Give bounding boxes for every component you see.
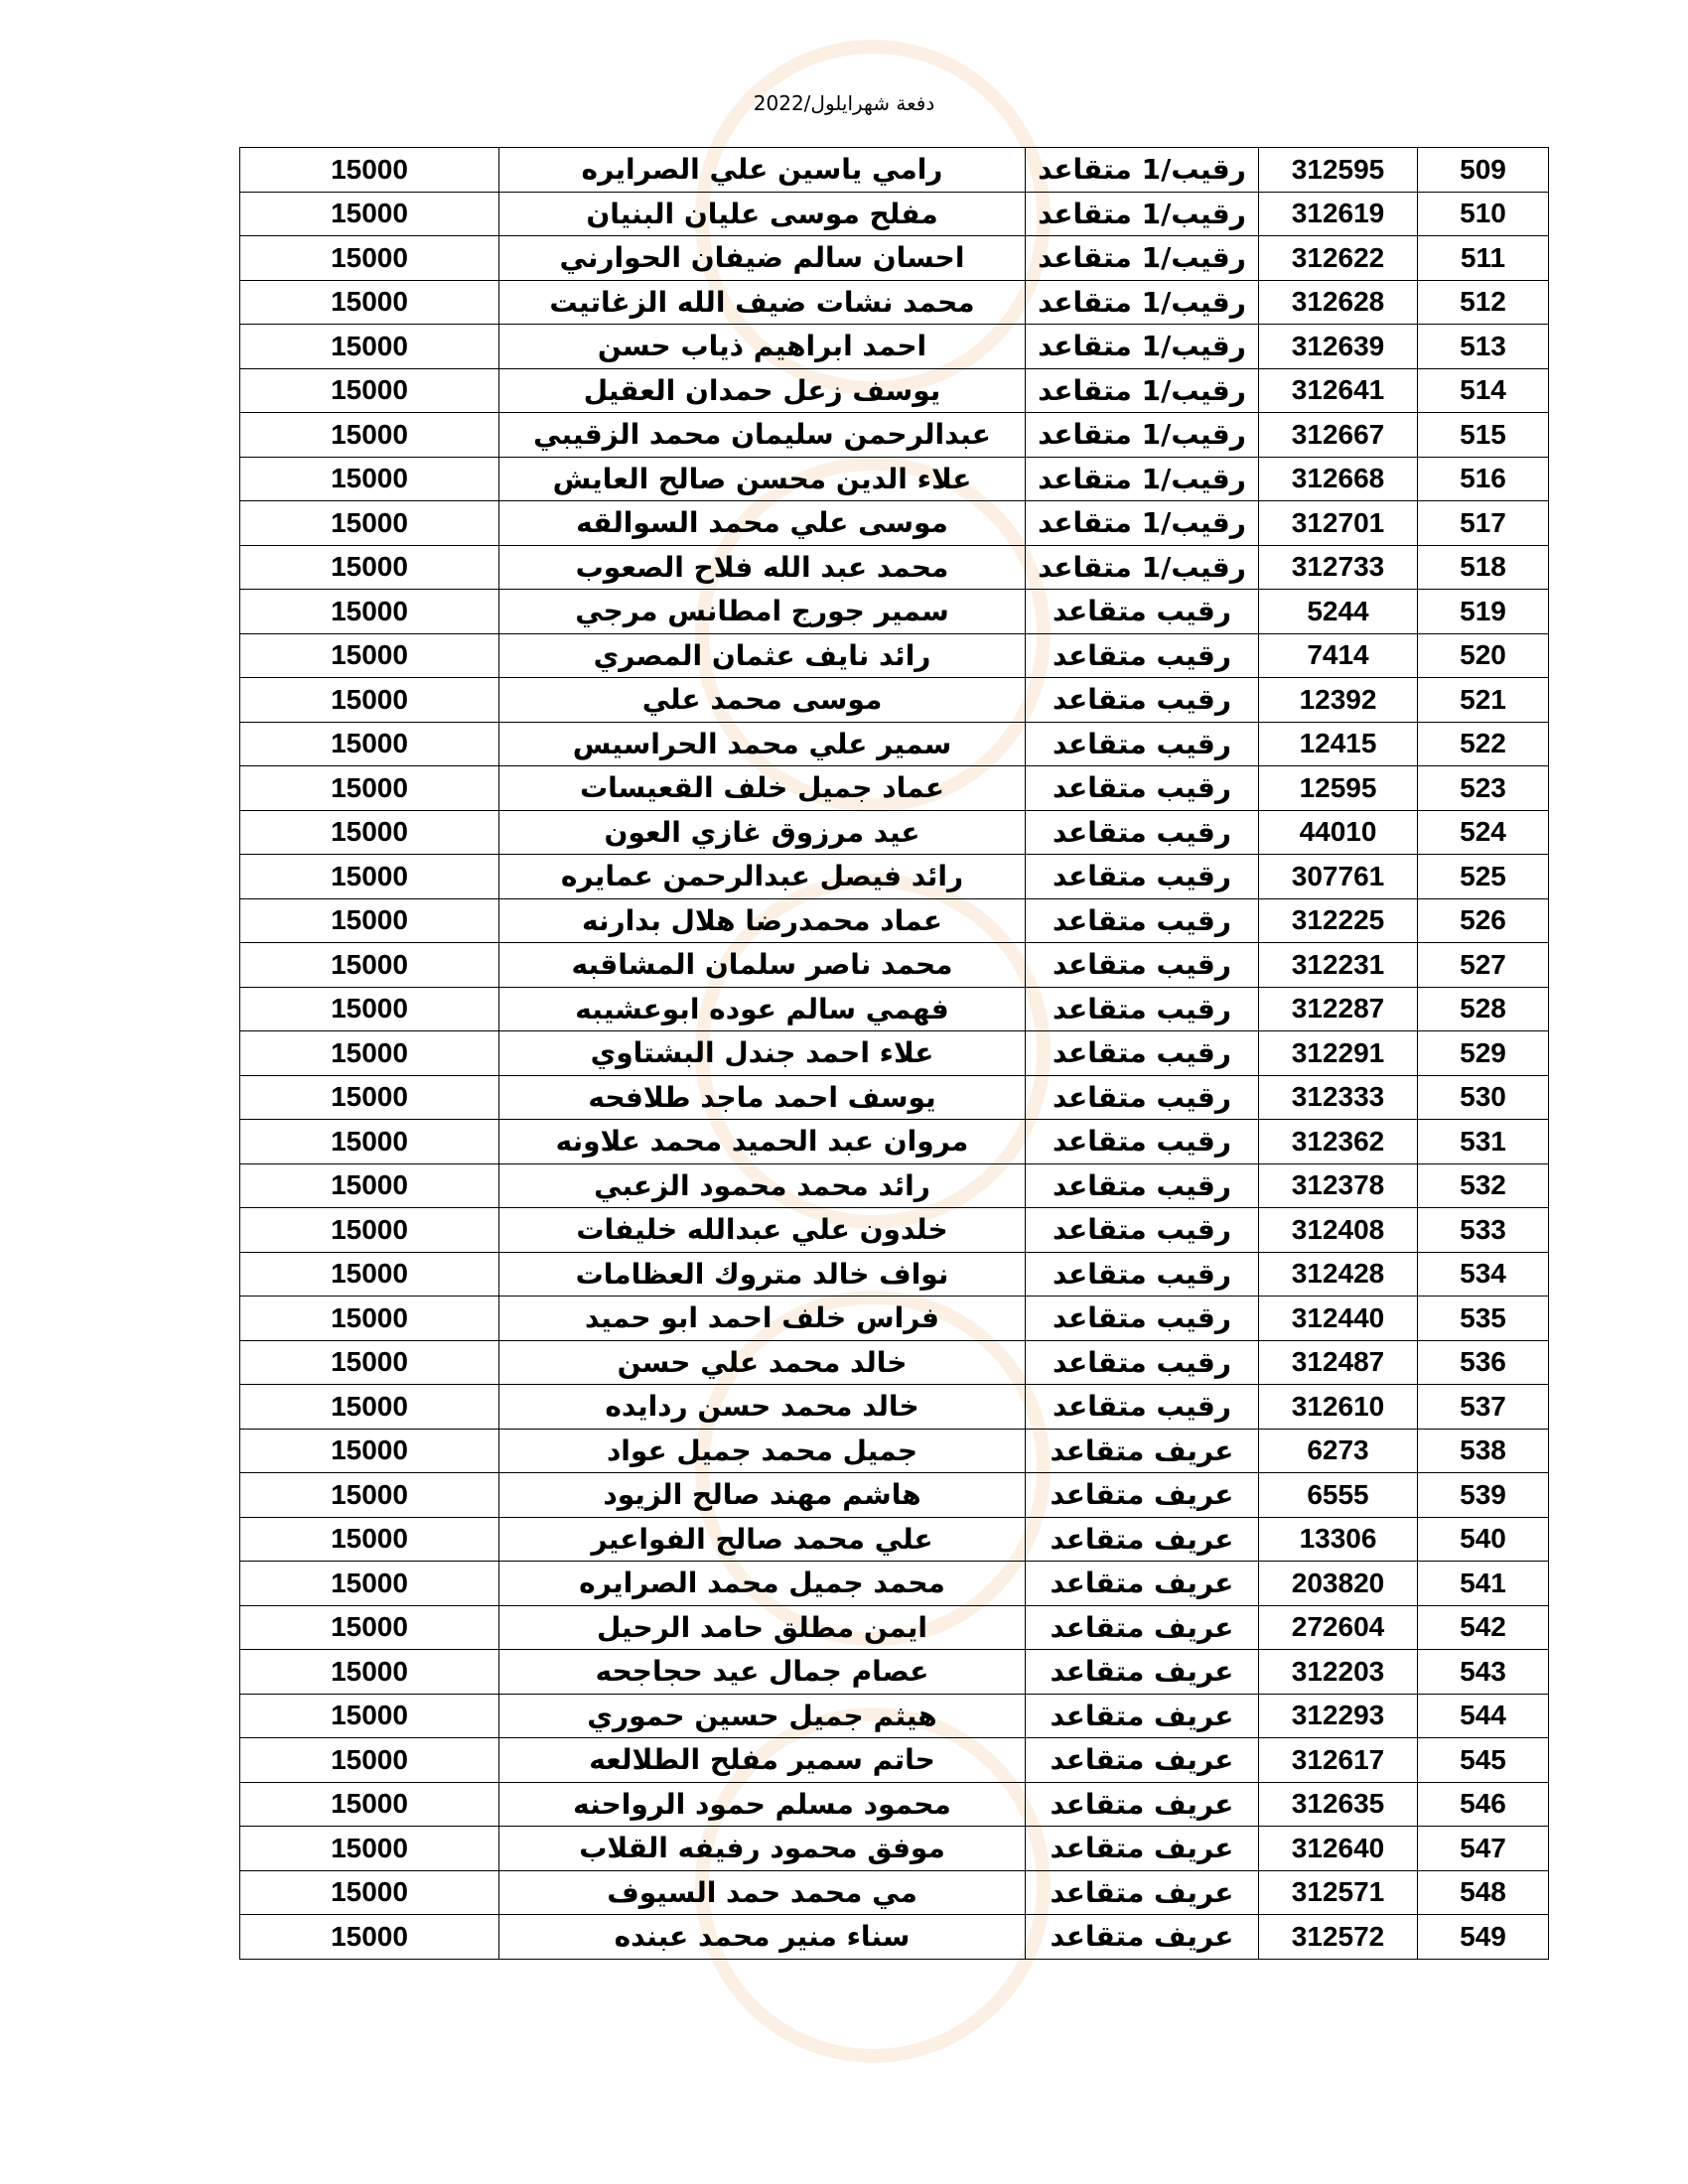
name-cell: رائد فيصل عبدالرحمن عمايره	[499, 855, 1026, 899]
table-row	[240, 1340, 1549, 1385]
amount-cell: 15000	[240, 1208, 499, 1253]
serial-number-cell: 532	[1418, 1163, 1549, 1208]
name-cell: عيد مرزوق غازي العون	[499, 810, 1026, 855]
serial-number-cell: 531	[1418, 1120, 1549, 1164]
rank-cell: عريف متقاعد	[1026, 1650, 1259, 1695]
amount-cell: 15000	[240, 413, 499, 458]
amount-cell: 15000	[240, 1827, 499, 1871]
rank-cell: عريف متقاعد	[1026, 1738, 1259, 1783]
military-number-cell: 312641	[1259, 368, 1418, 413]
name-cell: موسى محمد علي	[499, 678, 1026, 723]
amount-cell: 15000	[240, 1738, 499, 1783]
rank-cell: عريف متقاعد	[1026, 1915, 1259, 1960]
amount-cell: 15000	[240, 1163, 499, 1208]
rank-cell: رقيب/1 متقاعد	[1026, 545, 1259, 590]
table-row	[240, 1208, 1549, 1253]
rank-cell: رقيب متقاعد	[1026, 590, 1259, 634]
table-row	[240, 1870, 1549, 1915]
name-cell: حاتم سمير مفلح الطلالعه	[499, 1738, 1026, 1783]
amount-cell: 15000	[240, 236, 499, 281]
military-number-cell: 312362	[1259, 1120, 1418, 1164]
name-cell: موسى علي محمد السوالقه	[499, 501, 1026, 546]
amount-cell: 15000	[240, 1429, 499, 1473]
name-cell: عماد محمدرضا هلال بدارنه	[499, 898, 1026, 943]
rank-cell: رقيب متقاعد	[1026, 766, 1259, 811]
name-cell: محمد ناصر سلمان المشاقبه	[499, 943, 1026, 988]
table-row	[240, 1252, 1549, 1297]
name-cell: موفق محمود رفيفه القلاب	[499, 1827, 1026, 1871]
serial-number-cell: 529	[1418, 1031, 1549, 1076]
serial-number-cell: 530	[1418, 1075, 1549, 1120]
table-row	[240, 1120, 1549, 1164]
amount-cell: 15000	[240, 898, 499, 943]
military-number-cell: 312293	[1259, 1694, 1418, 1738]
serial-number-cell: 549	[1418, 1915, 1549, 1960]
name-cell: خلدون علي عبدالله خليفات	[499, 1208, 1026, 1253]
table-row	[240, 501, 1549, 546]
rank-cell: رقيب متقاعد	[1026, 1297, 1259, 1341]
military-number-cell: 5244	[1259, 590, 1418, 634]
serial-number-cell: 528	[1418, 987, 1549, 1031]
table-row	[240, 898, 1549, 943]
table-row	[240, 855, 1549, 899]
name-cell: احسان سالم ضيفان الحوارني	[499, 236, 1026, 281]
military-number-cell: 312619	[1259, 192, 1418, 236]
serial-number-cell: 536	[1418, 1340, 1549, 1385]
military-number-cell: 307761	[1259, 855, 1418, 899]
military-number-cell: 203820	[1259, 1562, 1418, 1606]
military-number-cell: 312639	[1259, 325, 1418, 369]
serial-number-cell: 510	[1418, 192, 1549, 236]
table-row	[240, 678, 1549, 723]
name-cell: محمد نشات ضيف الله الزغاتيت	[499, 280, 1026, 325]
serial-number-cell: 534	[1418, 1252, 1549, 1297]
military-number-cell: 312487	[1259, 1340, 1418, 1385]
serial-number-cell: 537	[1418, 1385, 1549, 1430]
military-number-cell: 312640	[1259, 1827, 1418, 1871]
military-number-cell: 272604	[1259, 1605, 1418, 1650]
name-cell: عبدالرحمن سليمان محمد الزقيبي	[499, 413, 1026, 458]
rank-cell: رقيب متقاعد	[1026, 1252, 1259, 1297]
amount-cell: 15000	[240, 1562, 499, 1606]
name-cell: سناء منير محمد عبنده	[499, 1915, 1026, 1960]
table-row	[240, 457, 1549, 501]
table-row	[240, 1517, 1549, 1562]
rank-cell: رقيب متقاعد	[1026, 678, 1259, 723]
amount-cell: 15000	[240, 590, 499, 634]
amount-cell: 15000	[240, 1385, 499, 1430]
military-number-cell: 312378	[1259, 1163, 1418, 1208]
amount-cell: 15000	[240, 280, 499, 325]
rank-cell: رقيب متقاعد	[1026, 898, 1259, 943]
amount-cell: 15000	[240, 1650, 499, 1695]
amount-cell: 15000	[240, 325, 499, 369]
name-cell: مي محمد حمد السيوف	[499, 1870, 1026, 1915]
rank-cell: عريف متقاعد	[1026, 1694, 1259, 1738]
name-cell: فهمي سالم عوده ابوعشيبه	[499, 987, 1026, 1031]
amount-cell: 15000	[240, 1694, 499, 1738]
rank-cell: عريف متقاعد	[1026, 1473, 1259, 1518]
table-row	[240, 1385, 1549, 1430]
serial-number-cell: 517	[1418, 501, 1549, 546]
serial-number-cell: 515	[1418, 413, 1549, 458]
military-number-cell: 312668	[1259, 457, 1418, 501]
name-cell: عصام جمال عيد حجاجحه	[499, 1650, 1026, 1695]
amount-cell: 15000	[240, 545, 499, 590]
rank-cell: رقيب/1 متقاعد	[1026, 501, 1259, 546]
military-number-cell: 12595	[1259, 766, 1418, 811]
name-cell: محمد جميل محمد الصرايره	[499, 1562, 1026, 1606]
military-number-cell: 312408	[1259, 1208, 1418, 1253]
rank-cell: رقيب متقاعد	[1026, 633, 1259, 678]
table-row	[240, 1429, 1549, 1473]
military-number-cell: 312571	[1259, 1870, 1418, 1915]
table-row	[240, 1694, 1549, 1738]
table-body	[240, 148, 1549, 1960]
name-cell: علاء الدين محسن صالح العايش	[499, 457, 1026, 501]
table-row	[240, 413, 1549, 458]
amount-cell: 15000	[240, 1782, 499, 1827]
name-cell: رائد محمد محمود الزعبي	[499, 1163, 1026, 1208]
rank-cell: رقيب متقاعد	[1026, 1385, 1259, 1430]
table-row	[240, 1605, 1549, 1650]
name-cell: فراس خلف احمد ابو حميد	[499, 1297, 1026, 1341]
serial-number-cell: 543	[1418, 1650, 1549, 1695]
amount-cell: 15000	[240, 501, 499, 546]
rank-cell: عريف متقاعد	[1026, 1782, 1259, 1827]
serial-number-cell: 527	[1418, 943, 1549, 988]
table-row	[240, 1827, 1549, 1871]
table-row	[240, 148, 1549, 193]
name-cell: خالد محمد حسن ردايده	[499, 1385, 1026, 1430]
table-row	[240, 368, 1549, 413]
amount-cell: 15000	[240, 1297, 499, 1341]
serial-number-cell: 539	[1418, 1473, 1549, 1518]
rank-cell: رقيب متقاعد	[1026, 722, 1259, 766]
name-cell: رائد نايف عثمان المصري	[499, 633, 1026, 678]
rank-cell: رقيب متقاعد	[1026, 810, 1259, 855]
amount-cell: 15000	[240, 678, 499, 723]
serial-number-cell: 545	[1418, 1738, 1549, 1783]
rank-cell: رقيب متقاعد	[1026, 1120, 1259, 1164]
military-number-cell: 312667	[1259, 413, 1418, 458]
rank-cell: رقيب/1 متقاعد	[1026, 280, 1259, 325]
table-row	[240, 1782, 1549, 1827]
serial-number-cell: 524	[1418, 810, 1549, 855]
amount-cell: 15000	[240, 1340, 499, 1385]
serial-number-cell: 521	[1418, 678, 1549, 723]
serial-number-cell: 538	[1418, 1429, 1549, 1473]
rank-cell: رقيب/1 متقاعد	[1026, 236, 1259, 281]
rank-cell: رقيب متقاعد	[1026, 1340, 1259, 1385]
serial-number-cell: 514	[1418, 368, 1549, 413]
table-row	[240, 766, 1549, 811]
serial-number-cell: 520	[1418, 633, 1549, 678]
amount-cell: 15000	[240, 457, 499, 501]
name-cell: هيثم جميل حسين حموري	[499, 1694, 1026, 1738]
rank-cell: رقيب/1 متقاعد	[1026, 457, 1259, 501]
name-cell: رامي ياسين علي الصرايره	[499, 148, 1026, 193]
table-row	[240, 1297, 1549, 1341]
table-row	[240, 633, 1549, 678]
military-number-cell: 312333	[1259, 1075, 1418, 1120]
name-cell: مروان عبد الحميد محمد علاونه	[499, 1120, 1026, 1164]
amount-cell: 15000	[240, 368, 499, 413]
military-number-cell: 312701	[1259, 501, 1418, 546]
table-row	[240, 722, 1549, 766]
name-cell: احمد ابراهيم ذياب حسن	[499, 325, 1026, 369]
amount-cell: 15000	[240, 148, 499, 193]
serial-number-cell: 523	[1418, 766, 1549, 811]
serial-number-cell: 518	[1418, 545, 1549, 590]
military-number-cell: 312572	[1259, 1915, 1418, 1960]
serial-number-cell: 509	[1418, 148, 1549, 193]
name-cell: خالد محمد علي حسن	[499, 1340, 1026, 1385]
name-cell: علي محمد صالح الفواعير	[499, 1517, 1026, 1562]
military-number-cell: 44010	[1259, 810, 1418, 855]
table-row	[240, 1915, 1549, 1960]
name-cell: نواف خالد متروك العظامات	[499, 1252, 1026, 1297]
rank-cell: رقيب متقاعد	[1026, 1163, 1259, 1208]
serial-number-cell: 511	[1418, 236, 1549, 281]
amount-cell: 15000	[240, 1870, 499, 1915]
military-number-cell: 312203	[1259, 1650, 1418, 1695]
table-row	[240, 1562, 1549, 1606]
serial-number-cell: 519	[1418, 590, 1549, 634]
amount-cell: 15000	[240, 722, 499, 766]
name-cell: سمير علي محمد الحراسيس	[499, 722, 1026, 766]
amount-cell: 15000	[240, 810, 499, 855]
rank-cell: رقيب متقاعد	[1026, 855, 1259, 899]
military-number-cell: 312225	[1259, 898, 1418, 943]
table-row	[240, 192, 1549, 236]
military-number-cell: 312628	[1259, 280, 1418, 325]
name-cell: هاشم مهند صالح الزيود	[499, 1473, 1026, 1518]
table-row	[240, 1031, 1549, 1076]
military-number-cell: 312595	[1259, 148, 1418, 193]
name-cell: محمد عبد الله فلاح الصعوب	[499, 545, 1026, 590]
amount-cell: 15000	[240, 943, 499, 988]
amount-cell: 15000	[240, 1252, 499, 1297]
table-row	[240, 987, 1549, 1031]
name-cell: مفلح موسى عليان البنيان	[499, 192, 1026, 236]
rank-cell: عريف متقاعد	[1026, 1517, 1259, 1562]
rank-cell: رقيب/1 متقاعد	[1026, 368, 1259, 413]
table-row	[240, 590, 1549, 634]
rank-cell: رقيب/1 متقاعد	[1026, 325, 1259, 369]
serial-number-cell: 533	[1418, 1208, 1549, 1253]
serial-number-cell: 512	[1418, 280, 1549, 325]
rank-cell: رقيب متقاعد	[1026, 1208, 1259, 1253]
serial-number-cell: 526	[1418, 898, 1549, 943]
military-number-cell: 312291	[1259, 1031, 1418, 1076]
name-cell: محمود مسلم حمود الرواحنه	[499, 1782, 1026, 1827]
rank-cell: رقيب/1 متقاعد	[1026, 148, 1259, 193]
military-number-cell: 13306	[1259, 1517, 1418, 1562]
military-number-cell: 312610	[1259, 1385, 1418, 1430]
table-row	[240, 545, 1549, 590]
serial-number-cell: 546	[1418, 1782, 1549, 1827]
table-row	[240, 1738, 1549, 1783]
serial-number-cell: 548	[1418, 1870, 1549, 1915]
amount-cell: 15000	[240, 1075, 499, 1120]
name-cell: عماد جميل خلف القعيسات	[499, 766, 1026, 811]
name-cell: سمير جورج امطانس مرجي	[499, 590, 1026, 634]
name-cell: جميل محمد جميل عواد	[499, 1429, 1026, 1473]
rank-cell: رقيب/1 متقاعد	[1026, 413, 1259, 458]
name-cell: يوسف احمد ماجد طلافحه	[499, 1075, 1026, 1120]
military-number-cell: 312440	[1259, 1297, 1418, 1341]
amount-cell: 15000	[240, 987, 499, 1031]
military-number-cell: 7414	[1259, 633, 1418, 678]
military-number-cell: 312231	[1259, 943, 1418, 988]
serial-number-cell: 535	[1418, 1297, 1549, 1341]
serial-number-cell: 540	[1418, 1517, 1549, 1562]
amount-cell: 15000	[240, 192, 499, 236]
serial-number-cell: 525	[1418, 855, 1549, 899]
amount-cell: 15000	[240, 1031, 499, 1076]
serial-number-cell: 541	[1418, 1562, 1549, 1606]
table-row	[240, 1163, 1549, 1208]
serial-number-cell: 522	[1418, 722, 1549, 766]
serial-number-cell: 513	[1418, 325, 1549, 369]
serial-number-cell: 547	[1418, 1827, 1549, 1871]
rank-cell: عريف متقاعد	[1026, 1870, 1259, 1915]
name-cell: يوسف زعل حمدان العقيل	[499, 368, 1026, 413]
rank-cell: عريف متقاعد	[1026, 1605, 1259, 1650]
page-title: دفعة شهرايلول/2022	[753, 91, 935, 115]
rank-cell: رقيب متقاعد	[1026, 987, 1259, 1031]
table-row	[240, 1473, 1549, 1518]
rank-cell: رقيب متقاعد	[1026, 1075, 1259, 1120]
military-number-cell: 312617	[1259, 1738, 1418, 1783]
rank-cell: عريف متقاعد	[1026, 1429, 1259, 1473]
military-number-cell: 312287	[1259, 987, 1418, 1031]
rank-cell: عريف متقاعد	[1026, 1562, 1259, 1606]
military-number-cell: 312428	[1259, 1252, 1418, 1297]
name-cell: ايمن مطلق حامد الرحيل	[499, 1605, 1026, 1650]
amount-cell: 15000	[240, 1473, 499, 1518]
amount-cell: 15000	[240, 855, 499, 899]
rank-cell: رقيب/1 متقاعد	[1026, 192, 1259, 236]
amount-cell: 15000	[240, 1517, 499, 1562]
military-number-cell: 12392	[1259, 678, 1418, 723]
table-row	[240, 236, 1549, 281]
military-number-cell: 12415	[1259, 722, 1418, 766]
serial-number-cell: 516	[1418, 457, 1549, 501]
payment-table	[239, 147, 1549, 1960]
amount-cell: 15000	[240, 1605, 499, 1650]
rank-cell: رقيب متقاعد	[1026, 943, 1259, 988]
military-number-cell: 312733	[1259, 545, 1418, 590]
amount-cell: 15000	[240, 766, 499, 811]
rank-cell: رقيب متقاعد	[1026, 1031, 1259, 1076]
military-number-cell: 6273	[1259, 1429, 1418, 1473]
table-row	[240, 280, 1549, 325]
amount-cell: 15000	[240, 1915, 499, 1960]
amount-cell: 15000	[240, 1120, 499, 1164]
military-number-cell: 6555	[1259, 1473, 1418, 1518]
table-row	[240, 810, 1549, 855]
serial-number-cell: 542	[1418, 1605, 1549, 1650]
table-row	[240, 943, 1549, 988]
rank-cell: عريف متقاعد	[1026, 1827, 1259, 1871]
military-number-cell: 312635	[1259, 1782, 1418, 1827]
name-cell: علاء احمد جندل البشتاوي	[499, 1031, 1026, 1076]
table-row	[240, 325, 1549, 369]
amount-cell: 15000	[240, 633, 499, 678]
table-row	[240, 1075, 1549, 1120]
table-row	[240, 1650, 1549, 1695]
serial-number-cell: 544	[1418, 1694, 1549, 1738]
military-number-cell: 312622	[1259, 236, 1418, 281]
